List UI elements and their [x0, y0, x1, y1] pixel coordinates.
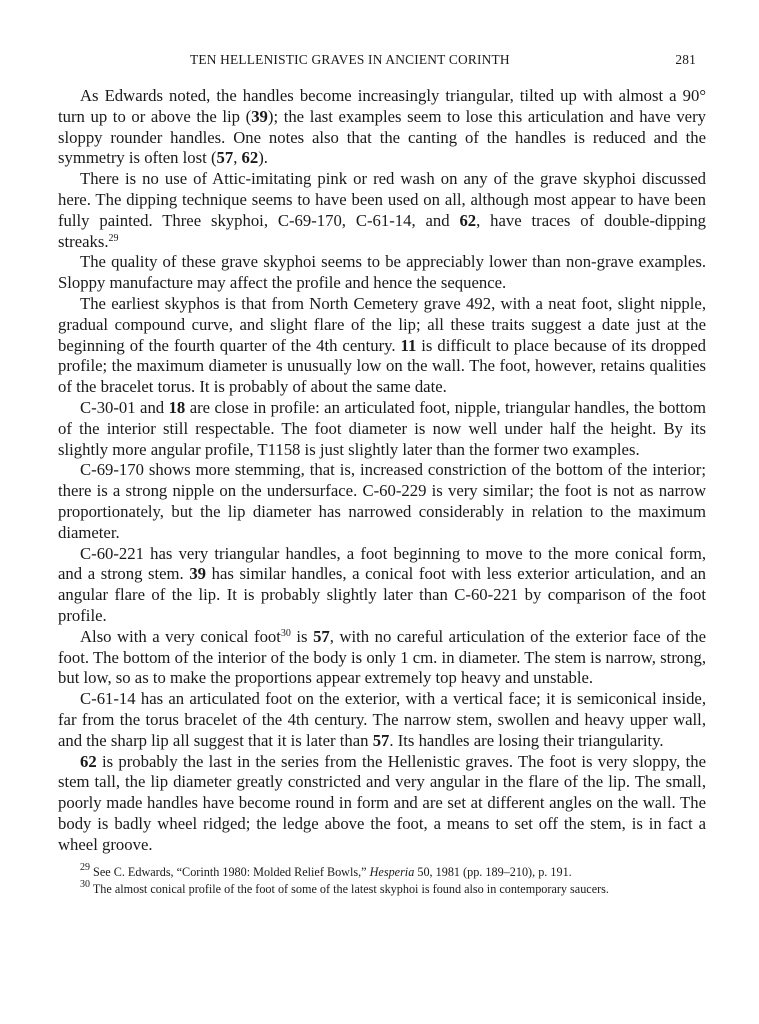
footnote-ref-30: 30 [280, 627, 291, 639]
paragraph-9: C-61-14 has an articulated foot on the exterior, with a vertical face; it is semiconical inside, far from the torus bracelet of the 4th century. The narrow stem, swollen and heavy upper wall, and the sharp lip all suggest that it is later than 57. Its handles are losing their triangularity. [58, 689, 706, 750]
paragraph-6: C-69-170 shows more stemming, that is, increased constriction of the bottom of the interior; there is a strong nipple on the undersurface. C-60-229 is very similar; the foot is not as narrow proportionately, but the lip diameter has narrowed considerably in relation to the maximum diameter. [58, 460, 706, 542]
footnote-29: $^{29}$ See C. Edwards, “Corinth 1980: Molded Relief Bowls,” Hesperia 50, 1981 (pp. 189–210), p. 191. [80, 862, 572, 880]
footnotes [58, 864, 706, 897]
running-title: TEN HELLENISTIC GRAVES IN ANCIENT CORINTH [190, 52, 510, 67]
paragraph-4: The earliest skyphos is that from North Cemetery grave 492, with a neat foot, slight nipple, gradual compound curve, and slight flare of the lip; all these traits suggest a date just at the beginning of the fourth quarter of the 4th century. 11 is difficult to place because of its dropped profile; the maximum diameter is unusually low on the wall. The foot, however, retains qualities of the bracelet torus. It is probably of about the same date. [58, 293, 706, 397]
footnote-ref-29: 29 [108, 232, 119, 244]
page-header [58, 52, 706, 74]
paragraph-3: The quality of these grave skyphoi seems to be appreciably lower than non-grave examples. Sloppy manufacture may affect the profile and hence the sequence. [58, 252, 706, 293]
paragraph-8: Also with a very conical foot$^{30}$ is 57, with no careful articulation of the exterior face of the foot. The bottom of the interior of the body is only 1 cm. in diameter. The stem is narrow, strong, but low, so as to make the proportions appear extremely top heavy and unstable. [58, 626, 707, 688]
paragraph-2: There is no use of Attic-imitating pink or red wash on any of the grave skyphoi discussed here. The dipping technique seems to have been used on all, although most appear to have been fully painted. Three skyphoi, C-69-170, C-61-14, and 62, have traces of double-dipping streaks.$^{29}$ [58, 169, 706, 251]
paragraph-10: 62 is probably the last in the series from the Hellenistic graves. The foot is very sloppy, the stem tall, the lip diameter greatly constricted and very angular in the flare of the lip. The small, poorly made handles have become round in form and are set at different angles on the wall. The body is badly wheel ridged; the ledge above the foot, a means to set off the stem, is in fact a wheel groove. [58, 751, 706, 854]
paragraph-1: As Edwards noted, the handles become increasingly triangular, tilted up with almost a 90° turn up to or above the lip (39); the last examples seem to lose this articulation and have very sloppy rounder handles. One notes also that the canting of the handles is reduced and the symmetry is often lost (57, 62). [58, 86, 706, 168]
paragraph-7: C-60-221 has very triangular handles, a foot beginning to move to the more conical form, and a strong stem. 39 has similar handles, a conical foot with less exterior articulation, and an angular flare of the lip. It is probably slightly later than C-60-221 by comparison of the foot profile. [58, 543, 706, 625]
footnote-30: $^{30}$ The almost conical profile of the foot of some of the latest skyphoi is found also in contemporary saucers. [80, 878, 609, 896]
document-page [58, 52, 706, 897]
page-number: 281 [675, 52, 696, 67]
paragraph-5: C-30-01 and 18 are close in profile: an articulated foot, nipple, triangular handles, the bottom of the interior still respectable. The foot diameter is now well under half the height. By its slightly more angular profile, T1158 is just slightly later than the former two examples. [58, 397, 706, 459]
body-text [58, 86, 706, 855]
